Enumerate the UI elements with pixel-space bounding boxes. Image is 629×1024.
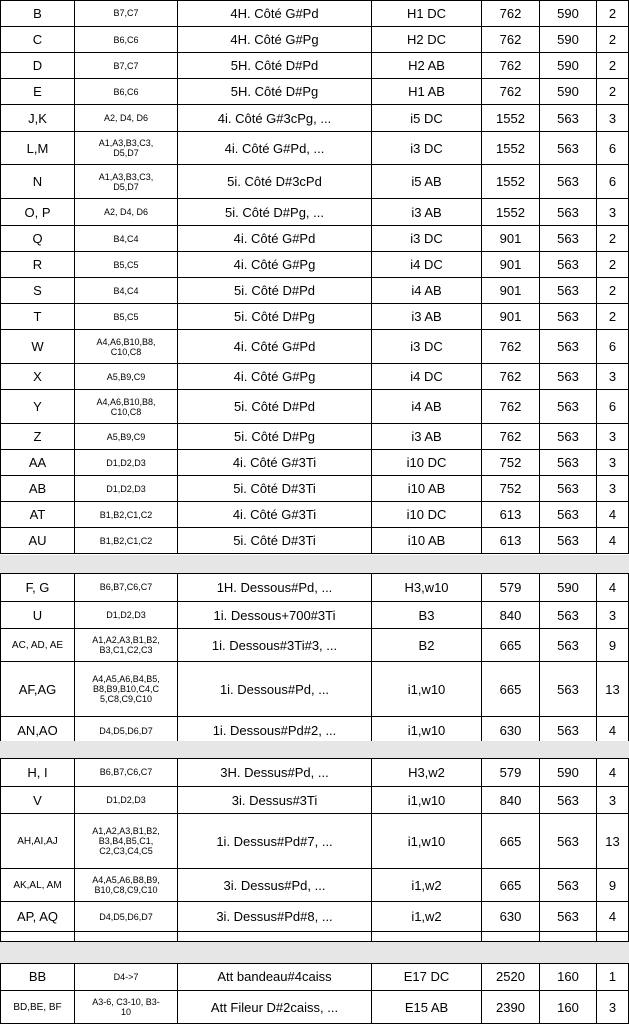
table-row xyxy=(0,390,629,424)
table-row xyxy=(0,364,629,390)
quantity-cell: 4 xyxy=(596,573,629,601)
width-cell: 563 xyxy=(539,424,596,449)
table-row xyxy=(0,502,629,528)
part-code-cell: V xyxy=(0,787,74,813)
empty-cell xyxy=(481,917,539,941)
quantity-cell: 4 xyxy=(596,758,629,786)
table-row xyxy=(0,991,629,1024)
reference-cell: B3 xyxy=(371,602,481,628)
cell-list-cell: A1,A3,B3,C3, D5,D7 xyxy=(74,165,177,198)
table-row xyxy=(0,53,629,79)
description-cell: 5i. Côté D#Pg xyxy=(177,424,371,449)
width-cell: 563 xyxy=(539,502,596,527)
cell-list-cell: A2, D4, D6 xyxy=(74,199,177,225)
reference-cell: E17 DC xyxy=(371,963,481,990)
section-separator xyxy=(0,555,629,573)
width-cell: 563 xyxy=(539,278,596,303)
cell-list-cell: D1,D2,D3 xyxy=(74,602,177,628)
description-cell: 4i. Côté G#Pd xyxy=(177,330,371,363)
description-cell: 4i. Côté G#Pg xyxy=(177,364,371,389)
width-cell: 563 xyxy=(539,869,596,901)
reference-cell: i1,w10 xyxy=(371,717,481,744)
table-row xyxy=(0,787,629,814)
empty-cell xyxy=(177,917,371,941)
description-cell: 4i. Côté G#Pd, ... xyxy=(177,132,371,164)
description-cell: 4i. Côté G#3Ti xyxy=(177,502,371,527)
quantity-cell: 2 xyxy=(596,226,629,251)
description-cell: 1i. Dessus#Pd#7, ... xyxy=(177,814,371,868)
width-cell: 563 xyxy=(539,226,596,251)
width-cell: 563 xyxy=(539,105,596,131)
quantity-cell: 2 xyxy=(596,278,629,303)
quantity-cell: 1 xyxy=(596,963,629,990)
cell-list-cell: B4,C4 xyxy=(74,278,177,303)
description-cell: 5i. Côté D#Pg xyxy=(177,304,371,329)
quantity-cell: 2 xyxy=(596,252,629,277)
description-cell: 4i. Côté G#Pd xyxy=(177,226,371,251)
table-row xyxy=(0,814,629,869)
width-cell: 590 xyxy=(539,27,596,52)
reference-cell: E15 AB xyxy=(371,991,481,1023)
table-row xyxy=(0,476,629,502)
quantity-cell: 3 xyxy=(596,199,629,225)
part-code-cell: Z xyxy=(0,424,74,449)
description-cell: 4i. Côté G#3Ti xyxy=(177,450,371,475)
length-cell: 613 xyxy=(481,528,539,553)
cell-list-cell: B1,B2,C1,C2 xyxy=(74,528,177,553)
quantity-cell: 6 xyxy=(596,390,629,423)
length-cell: 2520 xyxy=(481,963,539,990)
description-cell: 5i. Côté D#3cPd xyxy=(177,165,371,198)
width-cell: 563 xyxy=(539,902,596,931)
description-cell: 3i. Dessus#Pd, ... xyxy=(177,869,371,901)
reference-cell: i1,w2 xyxy=(371,902,481,931)
length-cell: 665 xyxy=(481,662,539,716)
reference-cell: H2 AB xyxy=(371,53,481,78)
table-border xyxy=(0,0,629,1)
cell-list-cell: D1,D2,D3 xyxy=(74,476,177,501)
table-row xyxy=(0,105,629,132)
length-cell: 752 xyxy=(481,476,539,501)
cell-list-cell: B7,C7 xyxy=(74,53,177,78)
length-cell: 613 xyxy=(481,502,539,527)
reference-cell: i10 AB xyxy=(371,476,481,501)
part-code-cell: AP, AQ xyxy=(0,902,74,931)
reference-cell: i4 DC xyxy=(371,364,481,389)
length-cell: 762 xyxy=(481,27,539,52)
width-cell: 160 xyxy=(539,963,596,990)
part-code-cell: W xyxy=(0,330,74,363)
table-row xyxy=(0,165,629,199)
table-row xyxy=(0,424,629,450)
part-code-cell: AA xyxy=(0,450,74,475)
table-row xyxy=(0,629,629,662)
cell-list-cell: B5,C5 xyxy=(74,304,177,329)
quantity-cell: 3 xyxy=(596,364,629,389)
quantity-cell: 3 xyxy=(596,450,629,475)
description-cell: Att bandeau#4caiss xyxy=(177,963,371,990)
quantity-cell: 6 xyxy=(596,132,629,164)
width-cell: 563 xyxy=(539,662,596,716)
part-code-cell: AH,AI,AJ xyxy=(0,814,74,868)
description-cell: 3i. Dessus#Pd#8, ... xyxy=(177,902,371,931)
reference-cell: H1 AB xyxy=(371,79,481,104)
reference-cell: H1 DC xyxy=(371,0,481,26)
cell-list-cell: B6,B7,C6,C7 xyxy=(74,758,177,786)
length-cell: 1552 xyxy=(481,165,539,198)
width-cell: 563 xyxy=(539,132,596,164)
width-cell: 590 xyxy=(539,758,596,786)
quantity-cell: 13 xyxy=(596,814,629,868)
part-code-cell: D xyxy=(0,53,74,78)
width-cell: 563 xyxy=(539,450,596,475)
quantity-cell: 3 xyxy=(596,105,629,131)
cell-list-cell: D4,D5,D6,D7 xyxy=(74,902,177,931)
part-code-cell: AK,AL, AM xyxy=(0,869,74,901)
reference-cell: H3,w10 xyxy=(371,573,481,601)
width-cell: 563 xyxy=(539,814,596,868)
reference-cell: H2 DC xyxy=(371,27,481,52)
table-row xyxy=(0,450,629,476)
reference-cell: i1,w10 xyxy=(371,787,481,813)
cell-list-cell: B1,B2,C1,C2 xyxy=(74,502,177,527)
length-cell: 901 xyxy=(481,278,539,303)
table-row xyxy=(0,226,629,252)
length-cell: 2390 xyxy=(481,991,539,1023)
width-cell: 563 xyxy=(539,390,596,423)
length-cell: 901 xyxy=(481,252,539,277)
cell-list-cell: A4,A6,B10,B8, C10,C8 xyxy=(74,390,177,423)
length-cell: 1552 xyxy=(481,132,539,164)
reference-cell: B2 xyxy=(371,629,481,661)
part-code-cell: S xyxy=(0,278,74,303)
reference-cell: i3 DC xyxy=(371,330,481,363)
width-cell: 563 xyxy=(539,717,596,744)
cell-list-cell: D1,D2,D3 xyxy=(74,787,177,813)
description-cell: 4i. Côté G#3cPg, ... xyxy=(177,105,371,131)
part-code-cell: AU xyxy=(0,528,74,553)
width-cell: 563 xyxy=(539,252,596,277)
part-code-cell: F, G xyxy=(0,573,74,601)
cell-list-cell: B5,C5 xyxy=(74,252,177,277)
length-cell: 840 xyxy=(481,787,539,813)
quantity-cell: 2 xyxy=(596,27,629,52)
cell-list-cell: B6,C6 xyxy=(74,79,177,104)
part-code-cell: AN,AO xyxy=(0,717,74,744)
length-cell: 762 xyxy=(481,364,539,389)
part-code-cell: AF,AG xyxy=(0,662,74,716)
quantity-cell: 3 xyxy=(596,602,629,628)
part-code-cell: U xyxy=(0,602,74,628)
table-border xyxy=(0,573,629,574)
width-cell: 563 xyxy=(539,787,596,813)
table-row xyxy=(0,963,629,991)
cell-list-cell: A1,A2,A3,B1,B2, B3,C1,C2,C3 xyxy=(74,629,177,661)
table-row xyxy=(0,869,629,902)
quantity-cell: 6 xyxy=(596,330,629,363)
description-cell: 5i. Côté D#Pd xyxy=(177,278,371,303)
width-cell: 563 xyxy=(539,165,596,198)
length-cell: 752 xyxy=(481,450,539,475)
part-code-cell: L,M xyxy=(0,132,74,164)
length-cell: 762 xyxy=(481,390,539,423)
reference-cell: i10 DC xyxy=(371,450,481,475)
length-cell: 762 xyxy=(481,53,539,78)
reference-cell: i1,w2 xyxy=(371,869,481,901)
length-cell: 579 xyxy=(481,758,539,786)
table-row xyxy=(0,0,629,27)
description-cell: 4H. Côté G#Pd xyxy=(177,0,371,26)
length-cell: 762 xyxy=(481,0,539,26)
length-cell: 665 xyxy=(481,629,539,661)
part-code-cell: X xyxy=(0,364,74,389)
description-cell: 5i. Côté D#Pd xyxy=(177,390,371,423)
table-row xyxy=(0,252,629,278)
quantity-cell: 3 xyxy=(596,787,629,813)
width-cell: 563 xyxy=(539,304,596,329)
reference-cell: i3 AB xyxy=(371,424,481,449)
length-cell: 1552 xyxy=(481,199,539,225)
description-cell: 5H. Côté D#Pd xyxy=(177,53,371,78)
length-cell: 762 xyxy=(481,424,539,449)
empty-cell xyxy=(371,917,481,941)
reference-cell: i3 DC xyxy=(371,226,481,251)
quantity-cell: 13 xyxy=(596,662,629,716)
length-cell: 762 xyxy=(481,330,539,363)
cell-list-cell: D1,D2,D3 xyxy=(74,450,177,475)
width-cell: 563 xyxy=(539,330,596,363)
table-row xyxy=(0,304,629,330)
empty-cell xyxy=(539,917,596,941)
width-cell: 563 xyxy=(539,199,596,225)
reference-cell: i3 AB xyxy=(371,199,481,225)
description-cell: Att Fileur D#2caiss, ... xyxy=(177,991,371,1023)
empty-row xyxy=(0,917,629,942)
length-cell: 1552 xyxy=(481,105,539,131)
cell-list-cell: B6,C6 xyxy=(74,27,177,52)
width-cell: 590 xyxy=(539,79,596,104)
part-code-cell: AC, AD, AE xyxy=(0,629,74,661)
table-row xyxy=(0,199,629,226)
table-row xyxy=(0,132,629,165)
table-row xyxy=(0,330,629,364)
table-row xyxy=(0,528,629,554)
description-cell: 5i. Côté D#Pg, ... xyxy=(177,199,371,225)
description-cell: 1i. Dessous#Pd, ... xyxy=(177,662,371,716)
table-row xyxy=(0,758,629,787)
cell-list-cell: D4->7 xyxy=(74,963,177,990)
reference-cell: i10 AB xyxy=(371,528,481,553)
empty-cell xyxy=(596,917,629,941)
table-row xyxy=(0,79,629,105)
part-code-cell: N xyxy=(0,165,74,198)
quantity-cell: 4 xyxy=(596,502,629,527)
quantity-cell: 3 xyxy=(596,424,629,449)
reference-cell: i3 AB xyxy=(371,304,481,329)
cell-list-cell: B7,C7 xyxy=(74,0,177,26)
description-cell: 3H. Dessus#Pd, ... xyxy=(177,758,371,786)
cell-list-cell: A1,A3,B3,C3, D5,D7 xyxy=(74,132,177,164)
length-cell: 665 xyxy=(481,869,539,901)
part-code-cell: T xyxy=(0,304,74,329)
table-row xyxy=(0,662,629,717)
cell-list-cell: D4,D5,D6,D7 xyxy=(74,717,177,744)
reference-cell: H3,w2 xyxy=(371,758,481,786)
length-cell: 901 xyxy=(481,226,539,251)
cell-list-cell: A4,A5,A6,B8,B9, B10,C8,C9,C10 xyxy=(74,869,177,901)
part-code-cell: R xyxy=(0,252,74,277)
description-cell: 3i. Dessus#3Ti xyxy=(177,787,371,813)
width-cell: 563 xyxy=(539,476,596,501)
description-cell: 1i. Dessous#3Ti#3, ... xyxy=(177,629,371,661)
table-row xyxy=(0,27,629,53)
width-cell: 160 xyxy=(539,991,596,1023)
reference-cell: i10 DC xyxy=(371,502,481,527)
cell-list-cell: A4,A6,B10,B8, C10,C8 xyxy=(74,330,177,363)
quantity-cell: 3 xyxy=(596,476,629,501)
description-cell: 4i. Côté G#Pg xyxy=(177,252,371,277)
cell-list-cell: A3-6, C3-10, B3- 10 xyxy=(74,991,177,1023)
quantity-cell: 2 xyxy=(596,304,629,329)
quantity-cell: 4 xyxy=(596,902,629,931)
part-code-cell: AT xyxy=(0,502,74,527)
reference-cell: i3 DC xyxy=(371,132,481,164)
quantity-cell: 2 xyxy=(596,53,629,78)
width-cell: 563 xyxy=(539,602,596,628)
description-cell: 1i. Dessous#Pd#2, ... xyxy=(177,717,371,744)
quantity-cell: 4 xyxy=(596,717,629,744)
cell-list-cell: A1,A2,A3,B1,B2, B3,B4,B5,C1, C2,C3,C4,C5 xyxy=(74,814,177,868)
part-code-cell: H, I xyxy=(0,758,74,786)
length-cell: 630 xyxy=(481,717,539,744)
reference-cell: i4 AB xyxy=(371,390,481,423)
cell-list-cell: A5,B9,C9 xyxy=(74,424,177,449)
description-cell: 5i. Côté D#3Ti xyxy=(177,476,371,501)
quantity-cell: 6 xyxy=(596,165,629,198)
description-cell: 1H. Dessous#Pd, ... xyxy=(177,573,371,601)
part-code-cell: B xyxy=(0,0,74,26)
length-cell: 901 xyxy=(481,304,539,329)
description-cell: 1i. Dessous+700#3Ti xyxy=(177,602,371,628)
length-cell: 630 xyxy=(481,902,539,931)
quantity-cell: 3 xyxy=(596,991,629,1023)
table-row xyxy=(0,602,629,629)
cell-list-cell: A4,A5,A6,B4,B5, B8,B9,B10,C4,C 5,C8,C9,C10 xyxy=(74,662,177,716)
description-cell: 4H. Côté G#Pg xyxy=(177,27,371,52)
cell-list-cell: B6,B7,C6,C7 xyxy=(74,573,177,601)
table-row xyxy=(0,573,629,602)
quantity-cell: 2 xyxy=(596,79,629,104)
part-code-cell: BD,BE, BF xyxy=(0,991,74,1023)
width-cell: 563 xyxy=(539,364,596,389)
part-code-cell: E xyxy=(0,79,74,104)
length-cell: 840 xyxy=(481,602,539,628)
cell-list-cell: A2, D4, D6 xyxy=(74,105,177,131)
quantity-cell: 9 xyxy=(596,869,629,901)
cell-list-cell: B4,C4 xyxy=(74,226,177,251)
reference-cell: i4 AB xyxy=(371,278,481,303)
width-cell: 563 xyxy=(539,528,596,553)
width-cell: 590 xyxy=(539,0,596,26)
description-cell: 5H. Côté D#Pg xyxy=(177,79,371,104)
table-border xyxy=(0,758,629,759)
reference-cell: i1,w10 xyxy=(371,814,481,868)
description-cell: 5i. Côté D#3Ti xyxy=(177,528,371,553)
length-cell: 665 xyxy=(481,814,539,868)
reference-cell: i5 AB xyxy=(371,165,481,198)
empty-cell xyxy=(0,917,74,941)
reference-cell: i5 DC xyxy=(371,105,481,131)
part-code-cell: O, P xyxy=(0,199,74,225)
quantity-cell: 4 xyxy=(596,528,629,553)
quantity-cell: 9 xyxy=(596,629,629,661)
section-separator xyxy=(0,942,629,963)
width-cell: 590 xyxy=(539,573,596,601)
section-separator xyxy=(0,741,629,758)
quantity-cell: 2 xyxy=(596,0,629,26)
part-code-cell: AB xyxy=(0,476,74,501)
part-code-cell: Q xyxy=(0,226,74,251)
empty-cell xyxy=(74,917,177,941)
part-code-cell: C xyxy=(0,27,74,52)
table-row xyxy=(0,278,629,304)
reference-cell: i1,w10 xyxy=(371,662,481,716)
part-code-cell: BB xyxy=(0,963,74,990)
length-cell: 762 xyxy=(481,79,539,104)
width-cell: 563 xyxy=(539,629,596,661)
length-cell: 579 xyxy=(481,573,539,601)
cell-list-cell: A5,B9,C9 xyxy=(74,364,177,389)
reference-cell: i4 DC xyxy=(371,252,481,277)
part-code-cell: Y xyxy=(0,390,74,423)
width-cell: 590 xyxy=(539,53,596,78)
part-code-cell: J,K xyxy=(0,105,74,131)
table-border xyxy=(0,963,629,964)
